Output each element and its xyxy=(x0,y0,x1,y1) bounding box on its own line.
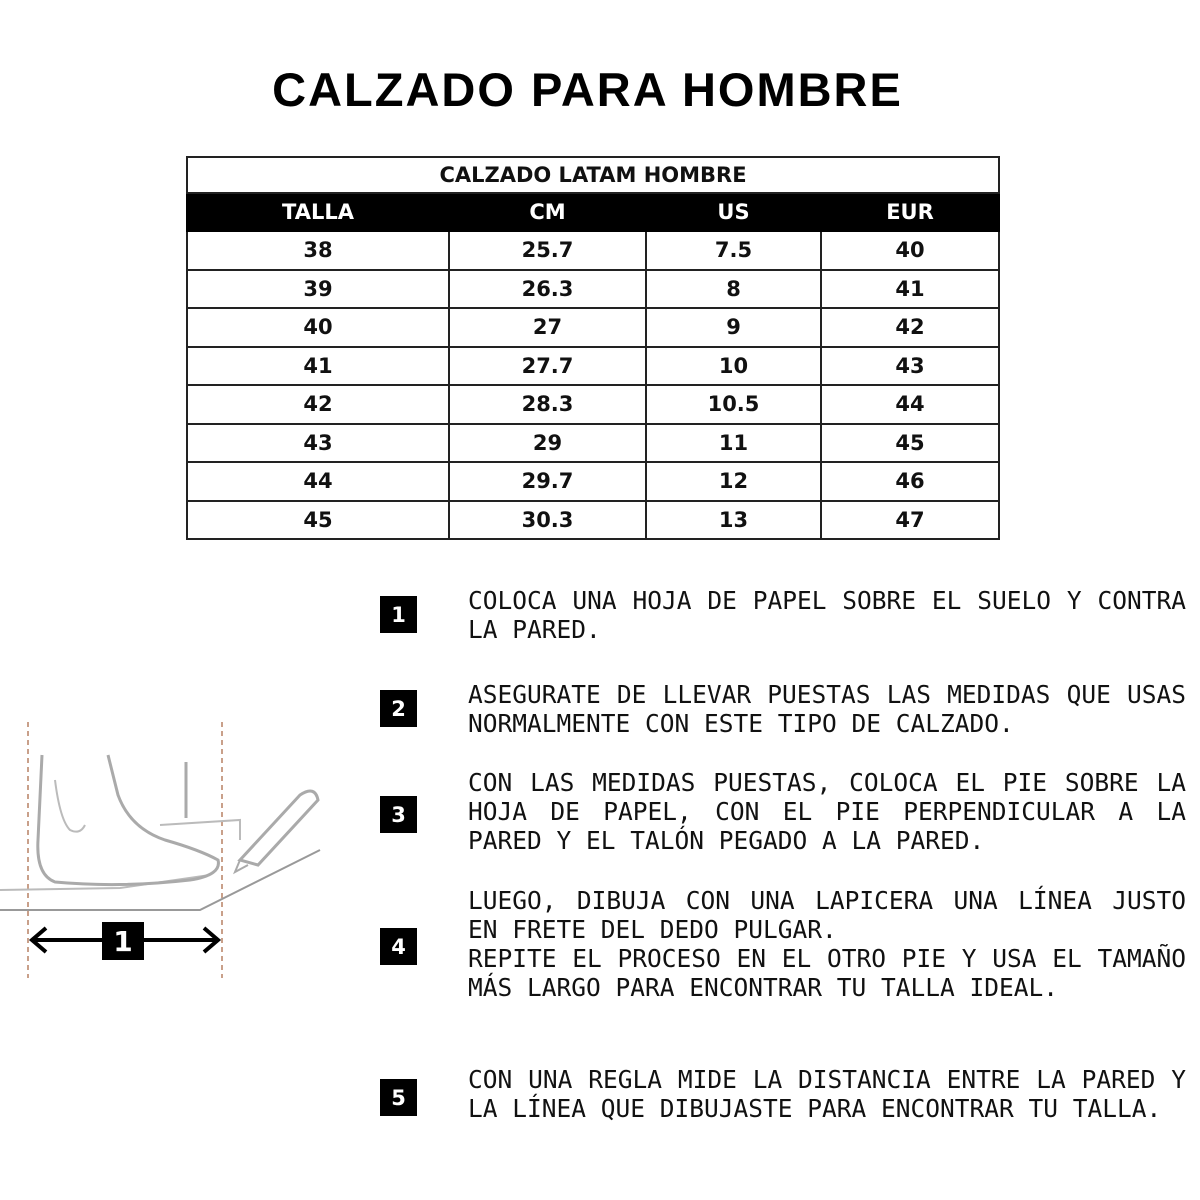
page-title: CALZADO PARA HOMBRE xyxy=(272,63,903,116)
table-cell: 30.3 xyxy=(449,501,646,540)
table-header-row xyxy=(187,193,999,231)
table-row xyxy=(187,347,999,386)
step-line: CON LAS MEDIDAS PUESTAS, COLOCA EL PIE SOBRE LA HOJA DE PAPEL, CON EL PIE PERPENDICULAR A LA PARED Y EL TALÓN PEGADO A LA PARED. xyxy=(468,768,1186,855)
table-cell: 45 xyxy=(821,424,999,463)
table-cell: 43 xyxy=(821,347,999,386)
table-row xyxy=(187,308,999,347)
table-cell: 26.3 xyxy=(449,270,646,309)
table-cell: 42 xyxy=(187,385,449,424)
step-number-badge: 5 xyxy=(380,1079,417,1116)
table-cell: 45 xyxy=(187,501,449,540)
table-cell: 27 xyxy=(449,308,646,347)
step-line: LUEGO, DIBUJA CON UNA LAPICERA UNA LÍNEA JUSTO EN FRETE DEL DEDO PULGAR. xyxy=(468,886,1186,944)
table-row xyxy=(187,424,999,463)
table-cell: 25.7 xyxy=(449,231,646,270)
foot-measure-icon xyxy=(0,700,340,1000)
table-cell: 10.5 xyxy=(646,385,821,424)
table-cell: 11 xyxy=(646,424,821,463)
step-number-badge: 1 xyxy=(380,596,417,633)
table-cell: 12 xyxy=(646,462,821,501)
table-cell: 13 xyxy=(646,501,821,540)
step-number-badge: 4 xyxy=(380,928,417,965)
step-text xyxy=(468,1065,1186,1123)
table-cell: 46 xyxy=(821,462,999,501)
table-row xyxy=(187,462,999,501)
table-cell: 29.7 xyxy=(449,462,646,501)
step-text xyxy=(468,586,1186,644)
table-cell: 41 xyxy=(187,347,449,386)
step-number-badge: 3 xyxy=(380,796,417,833)
column-header: EUR xyxy=(821,193,999,231)
table-cell: 7.5 xyxy=(646,231,821,270)
table-cell: 40 xyxy=(187,308,449,347)
step-text xyxy=(468,886,1186,1002)
column-header: CM xyxy=(449,193,646,231)
table-row xyxy=(187,231,999,270)
table-row xyxy=(187,270,999,309)
step-line: COLOCA UNA HOJA DE PAPEL SOBRE EL SUELO Y CONTRA LA PARED. xyxy=(468,586,1186,644)
table-cell: 28.3 xyxy=(449,385,646,424)
table-cell: 29 xyxy=(449,424,646,463)
step-number-badge: 2 xyxy=(380,690,417,727)
table-cell: 8 xyxy=(646,270,821,309)
measure-label: 1 xyxy=(113,924,133,958)
table-row xyxy=(187,501,999,540)
table-cell: 10 xyxy=(646,347,821,386)
size-chart-table xyxy=(186,156,1000,540)
step-line: ASEGURATE DE LLEVAR PUESTAS LAS MEDIDAS QUE USAS NORMALMENTE CON ESTE TIPO DE CALZADO. xyxy=(468,680,1186,738)
table-cell: 42 xyxy=(821,308,999,347)
table-row xyxy=(187,385,999,424)
step-line: REPITE EL PROCESO EN EL OTRO PIE Y USA EL TAMAÑO MÁS LARGO PARA ENCONTRAR TU TALLA IDEAL. xyxy=(468,944,1186,1002)
step-line: CON UNA REGLA MIDE LA DISTANCIA ENTRE LA PARED Y LA LÍNEA QUE DIBUJASTE PARA ENCONTRAR TU TALLA. xyxy=(468,1065,1186,1123)
table-caption: CALZADO LATAM HOMBRE xyxy=(187,157,999,193)
table-cell: 43 xyxy=(187,424,449,463)
table-cell: 44 xyxy=(821,385,999,424)
step-text xyxy=(468,768,1186,855)
table-cell: 44 xyxy=(187,462,449,501)
table-cell: 41 xyxy=(821,270,999,309)
table-cell: 39 xyxy=(187,270,449,309)
table-cell: 27.7 xyxy=(449,347,646,386)
table-cell: 38 xyxy=(187,231,449,270)
column-header: TALLA xyxy=(187,193,449,231)
column-header: US xyxy=(646,193,821,231)
table-cell: 40 xyxy=(821,231,999,270)
table-cell: 9 xyxy=(646,308,821,347)
step-text xyxy=(468,680,1186,738)
foot-measure-illustration xyxy=(0,700,340,1000)
table-cell: 47 xyxy=(821,501,999,540)
